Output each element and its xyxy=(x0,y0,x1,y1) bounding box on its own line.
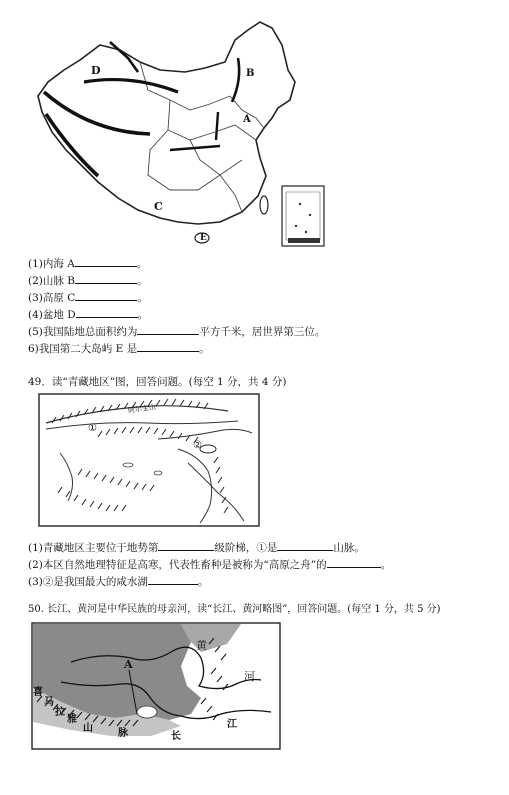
q48-item-4-blank[interactable] xyxy=(76,307,138,318)
q48-item-2 xyxy=(28,273,147,288)
q49-map-mountain-label: 阿尔金山 xyxy=(127,403,157,415)
map1-label-b: B xyxy=(246,68,255,79)
q49-item-1-blank-2[interactable] xyxy=(277,540,333,551)
q48-item-1-blank[interactable] xyxy=(75,256,137,267)
q49-item-2 xyxy=(28,557,391,572)
q49-item-3-text-a: (3)②是我国最大的咸水湖 xyxy=(28,576,148,588)
q48-item-1-text: (1)内海 A xyxy=(28,258,75,270)
q48-item-1 xyxy=(28,256,147,271)
q50-map-label-la: 拉 xyxy=(55,707,65,718)
q48-item-4 xyxy=(28,307,148,322)
map1-label-c: C xyxy=(154,200,163,213)
q49-map-label-2: ② xyxy=(193,440,202,451)
q50-map-label-mai: 脉 xyxy=(118,728,128,739)
q49-item-3 xyxy=(28,574,208,589)
q50-map-label-shan: 山 xyxy=(83,723,93,734)
q49-item-1-text-c: 山脉。 xyxy=(333,542,365,554)
map1-label-a: A xyxy=(243,114,251,125)
q49-item-1-text-b: 级阶梯，①是 xyxy=(214,542,278,554)
q48-item-3 xyxy=(28,290,148,305)
q49-item-2-text-a: (2)本区自然地理特征是高寒，代表性畜种是被称为“高原之舟”的 xyxy=(28,559,327,571)
q48-item-5-blank[interactable] xyxy=(137,324,199,335)
q48-item-4-suffix: 。 xyxy=(137,309,149,321)
q48-item-2-blank[interactable] xyxy=(75,273,137,284)
q50-map-label-he: 河 xyxy=(244,670,255,683)
q48-item-3-blank[interactable] xyxy=(75,290,137,301)
q48-item-6-suffix: 。 xyxy=(199,343,210,355)
q50-map-label-chang: 长 xyxy=(171,731,181,742)
q49-item-1-text-a: (1)青藏地区主要位于地势第 xyxy=(28,542,159,554)
q48-item-6-blank[interactable] xyxy=(137,341,199,352)
q48-item-6 xyxy=(28,341,210,356)
q50-map-label-ya: 雅 xyxy=(67,714,77,725)
q48-item-2-text: (2)山脉 B xyxy=(28,275,75,287)
q50-map-label-jiang: 江 xyxy=(227,719,237,730)
qinghai-tibet-map xyxy=(38,393,260,527)
map1-label-d: D xyxy=(91,64,101,77)
q48-item-5-suffix: 平方千米，居世界第三位。 xyxy=(199,326,326,338)
q50-map-label-ma: 马 xyxy=(44,697,54,708)
yangtze-yellow-river-map xyxy=(31,622,281,750)
q48-item-1-suffix: 。 xyxy=(136,258,148,270)
q49-item-2-blank[interactable] xyxy=(327,557,381,568)
q49-item-3-text-b: 。 xyxy=(197,576,209,588)
q50-map-label-xi: 喜 xyxy=(33,687,43,698)
q49-item-1 xyxy=(28,540,365,555)
q50-title: 50. 长江、黄河是中华民族的母亲河，读“长江、黄河略图”，回答问题。(每空 1 分，共 5 分) xyxy=(28,604,441,615)
q48-item-3-suffix: 。 xyxy=(137,292,148,304)
q49-item-2-text-b: 。 xyxy=(380,559,392,571)
q48-item-4-text: (4)盆地 D xyxy=(28,309,76,321)
q50-map-label-a: A xyxy=(124,658,133,671)
q48-item-2-suffix: 。 xyxy=(136,275,148,287)
q50-map-label-huang: 黄 xyxy=(196,639,207,652)
q49-item-3-blank[interactable] xyxy=(148,574,198,585)
q49-title: 49．读“青藏地区”图，回答问题。(每空 1 分，共 4 分) xyxy=(28,376,287,388)
china-map xyxy=(20,0,360,250)
q49-map-label-1: ① xyxy=(88,423,97,434)
q48-item-5-text: (5)我国陆地总面积约为 xyxy=(28,326,138,338)
map1-label-e: E xyxy=(200,233,207,243)
q48-item-5 xyxy=(28,324,325,339)
q48-item-6-text: 6)我国第二大岛屿 E 是 xyxy=(28,343,138,355)
q49-item-1-blank-1[interactable] xyxy=(158,540,214,551)
q48-item-3-text: (3)高原 C xyxy=(28,292,76,304)
